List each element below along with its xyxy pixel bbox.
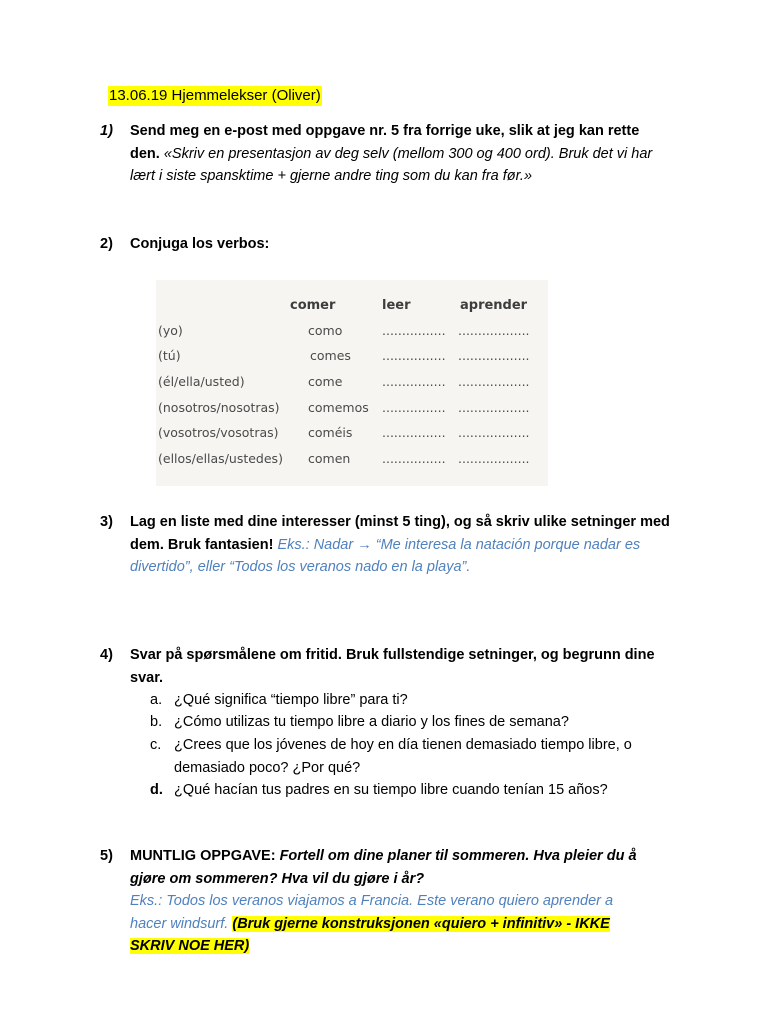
task-1-quote: «Skriv en presentasjon av deg selv (mellom 300 og 400 ord). Bruk det vi har lært i siste spansktime + gjerne andre ting som du kan fra før.» <box>130 145 653 184</box>
page-title: 13.06.19 Hjemmelekser (Oliver) <box>109 87 321 104</box>
header-comer: comer <box>290 298 336 313</box>
question-a <box>150 689 674 712</box>
pronoun: (tú) <box>158 348 181 363</box>
pronoun: (nosotros/nosotras) <box>158 400 280 415</box>
blank-leer: ................ <box>382 425 446 440</box>
verb-form: comen <box>308 451 351 466</box>
task-1 <box>100 120 670 188</box>
task-2-instruction: Conjuga los verbos: <box>130 236 270 252</box>
verb-form: come <box>308 374 343 389</box>
task-4-instruction: Svar på spørsmålene om fritid. Bruk fullstendige setninger, og begrunn dine svar. <box>130 647 655 686</box>
blank-leer: ................ <box>382 400 446 415</box>
blank-leer: ................ <box>382 348 446 363</box>
task-5-instruction: Fortell om dine planer til sommeren. Hva pleier du å gjøre om sommeren? Hva vil du gjøre i år? <box>130 848 637 887</box>
arrow-right-icon: → <box>357 536 372 553</box>
conjugation-table <box>156 280 548 486</box>
question-letter: a. <box>150 692 163 708</box>
question-letter: d. <box>150 782 163 798</box>
verb-form: coméis <box>308 425 353 440</box>
question-d <box>150 779 674 802</box>
task-4 <box>100 644 670 689</box>
conjugation-row <box>156 451 548 473</box>
conjugation-row <box>156 323 548 345</box>
header-aprender: aprender <box>460 298 528 313</box>
conjugation-row <box>156 400 548 422</box>
task-5-label: MUNTLIG OPPGAVE: <box>130 848 276 864</box>
task-3-number: 3) <box>100 514 113 530</box>
blank-aprender: .................. <box>458 400 530 415</box>
pronoun: (vosotros/vosotras) <box>158 425 279 440</box>
question-text: ¿Crees que los jóvenes de hoy en día tienen demasiado tiempo libre, o demasiado poco? ¿Por qué? <box>174 737 632 776</box>
question-text: ¿Qué significa “tiempo libre” para ti? <box>174 692 408 708</box>
blank-leer: ................ <box>382 374 446 389</box>
verb-form: como <box>308 323 343 338</box>
task-5 <box>100 845 650 958</box>
blank-leer: ................ <box>382 323 446 338</box>
conjugation-row <box>156 374 548 396</box>
pronoun: (ellos/ellas/ustedes) <box>158 451 283 466</box>
conjugation-row <box>156 425 548 447</box>
task-5-number: 5) <box>100 848 113 864</box>
blank-aprender: .................. <box>458 323 530 338</box>
blank-aprender: .................. <box>458 451 530 466</box>
pronoun: (él/ella/usted) <box>158 374 245 389</box>
blank-leer: ................ <box>382 451 446 466</box>
task-5-highlight-note: (Bruk gjerne konstruksjonen «quiero + infinitiv» - IKKE SKRIV NOE HER) <box>130 915 610 954</box>
question-text: ¿Qué hacían tus padres en su tiempo libre cuando tenían 15 años? <box>174 782 608 798</box>
task-1-instruction: Send meg en e-post med oppgave nr. 5 fra forrige uke, slik at jeg kan rette den. <box>130 123 640 162</box>
task-3-instruction: Lag en liste med dine interesser (minst 5 ting), og så skriv ulike setninger med dem. Bruk fantasien! <box>130 514 670 553</box>
task-2 <box>100 233 670 256</box>
conjugation-row <box>156 348 548 370</box>
task-3-example: “Me interesa la natación porque nadar es divertido”, eller “Todos los veranos nado en la playa”. <box>130 536 641 575</box>
blank-aprender: .................. <box>458 374 530 389</box>
task-2-number: 2) <box>100 236 113 252</box>
question-b <box>150 711 674 734</box>
question-text: ¿Cómo utilizas tu tiempo libre a diario y los fines de semana? <box>174 714 569 730</box>
task-1-number: 1) <box>100 123 113 139</box>
header-leer: leer <box>382 298 411 313</box>
question-letter: c. <box>150 737 162 753</box>
verb-form: comes <box>310 348 351 363</box>
task-4-number: 4) <box>100 647 113 663</box>
task-3 <box>100 511 670 579</box>
verb-form: comemos <box>308 400 369 415</box>
pronoun: (yo) <box>158 323 183 338</box>
task-5-example: Eks.: Todos los veranos viajamos a Francia. Este verano quiero aprender a hacer windsurf. <box>130 893 614 932</box>
task-3-example-prefix: Eks.: Nadar <box>277 536 354 553</box>
question-letter: b. <box>150 714 163 730</box>
blank-aprender: .................. <box>458 348 530 363</box>
blank-aprender: .................. <box>458 425 530 440</box>
question-c <box>150 734 654 779</box>
